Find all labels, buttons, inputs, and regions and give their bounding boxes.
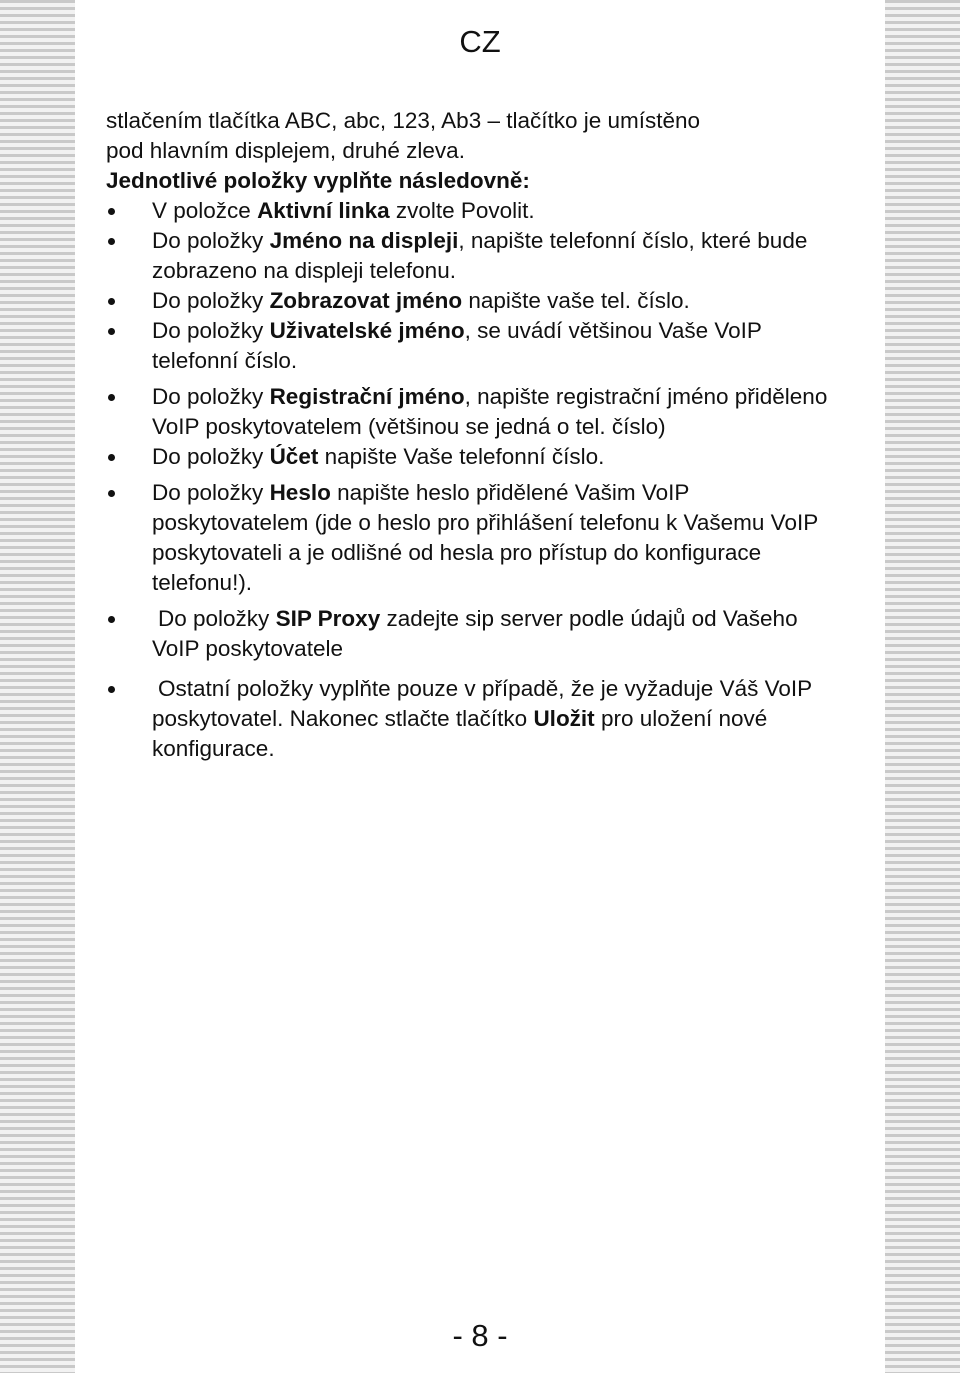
instructions-heading: Jednotlivé položky vyplňte následovně: xyxy=(106,168,530,193)
intro-line-2: pod hlavním displejem, druhé zleva. xyxy=(106,138,465,163)
list-item xyxy=(106,316,846,376)
item-text: Do položky xyxy=(152,384,270,409)
language-label: CZ xyxy=(459,24,501,59)
list-item xyxy=(106,442,846,472)
item-text: Do položky xyxy=(152,318,270,343)
item-text: , napište telefonní číslo, které bude zobrazeno na displeji telefonu. xyxy=(152,228,808,283)
item-text: V položce xyxy=(152,198,258,223)
list-item xyxy=(106,226,846,286)
item-text: Do položky xyxy=(152,480,270,505)
item-text: napište heslo přidělené Vašim VoIP poskytovatelem (jde o heslo pro přihlášení telefonu k Vašemu VoIP poskytovateli a je odlišné od hesla pro přístup do konfigurace telefonu!). xyxy=(152,480,818,595)
item-field-name: Heslo xyxy=(269,480,331,505)
item-text: napište vaše tel. číslo. xyxy=(462,288,690,313)
right-decorative-stripes xyxy=(885,0,960,1373)
item-field-name: Uložit xyxy=(533,706,595,731)
item-text: Do položky xyxy=(152,228,270,253)
item-text: zvolte Povolit. xyxy=(389,198,535,223)
item-text: zadejte sip server podle údajů od Vašeho VoIP poskytovatele xyxy=(152,606,798,661)
page-number: - 8 - xyxy=(452,1318,508,1353)
left-decorative-stripes xyxy=(0,0,75,1373)
intro-line-1: stlačením tlačítka ABC, abc, 123, Ab3 – tlačítko je umístěno xyxy=(106,108,701,133)
item-text: napište Vaše telefonní číslo. xyxy=(318,444,605,469)
item-field-name: SIP Proxy xyxy=(275,606,381,631)
item-text: Ostatní položky vyplňte pouze v případě, že je vyžaduje Váš VoIP poskytovatel. Nakonec stlačte tlačítko xyxy=(152,676,812,731)
item-text: Do položky xyxy=(152,288,270,313)
list-item xyxy=(106,382,846,442)
item-text: Do položky xyxy=(158,606,276,631)
item-field-name: Jméno na displeji xyxy=(269,228,459,253)
list-item xyxy=(106,604,846,664)
item-text: , se uvádí většinou Vaše VoIP telefonní číslo. xyxy=(152,318,762,373)
item-text: Do položky xyxy=(152,444,270,469)
list-item xyxy=(106,674,846,764)
instructions-body xyxy=(106,106,846,764)
item-field-name: Registrační jméno xyxy=(269,384,465,409)
item-text: , napište registrační jméno přiděleno VoIP poskytovatelem (většinou se jedná o tel. číslo) xyxy=(152,384,828,439)
item-field-name: Zobrazovat jméno xyxy=(269,288,463,313)
list-item xyxy=(106,286,846,316)
list-item xyxy=(106,478,846,598)
item-field-name: Aktivní linka xyxy=(257,198,390,223)
list-item xyxy=(106,196,846,226)
item-field-name: Účet xyxy=(269,444,319,469)
instruction-list xyxy=(106,196,846,764)
item-text: pro uložení nové konfigurace. xyxy=(152,706,768,761)
item-field-name: Uživatelské jméno xyxy=(269,318,465,343)
